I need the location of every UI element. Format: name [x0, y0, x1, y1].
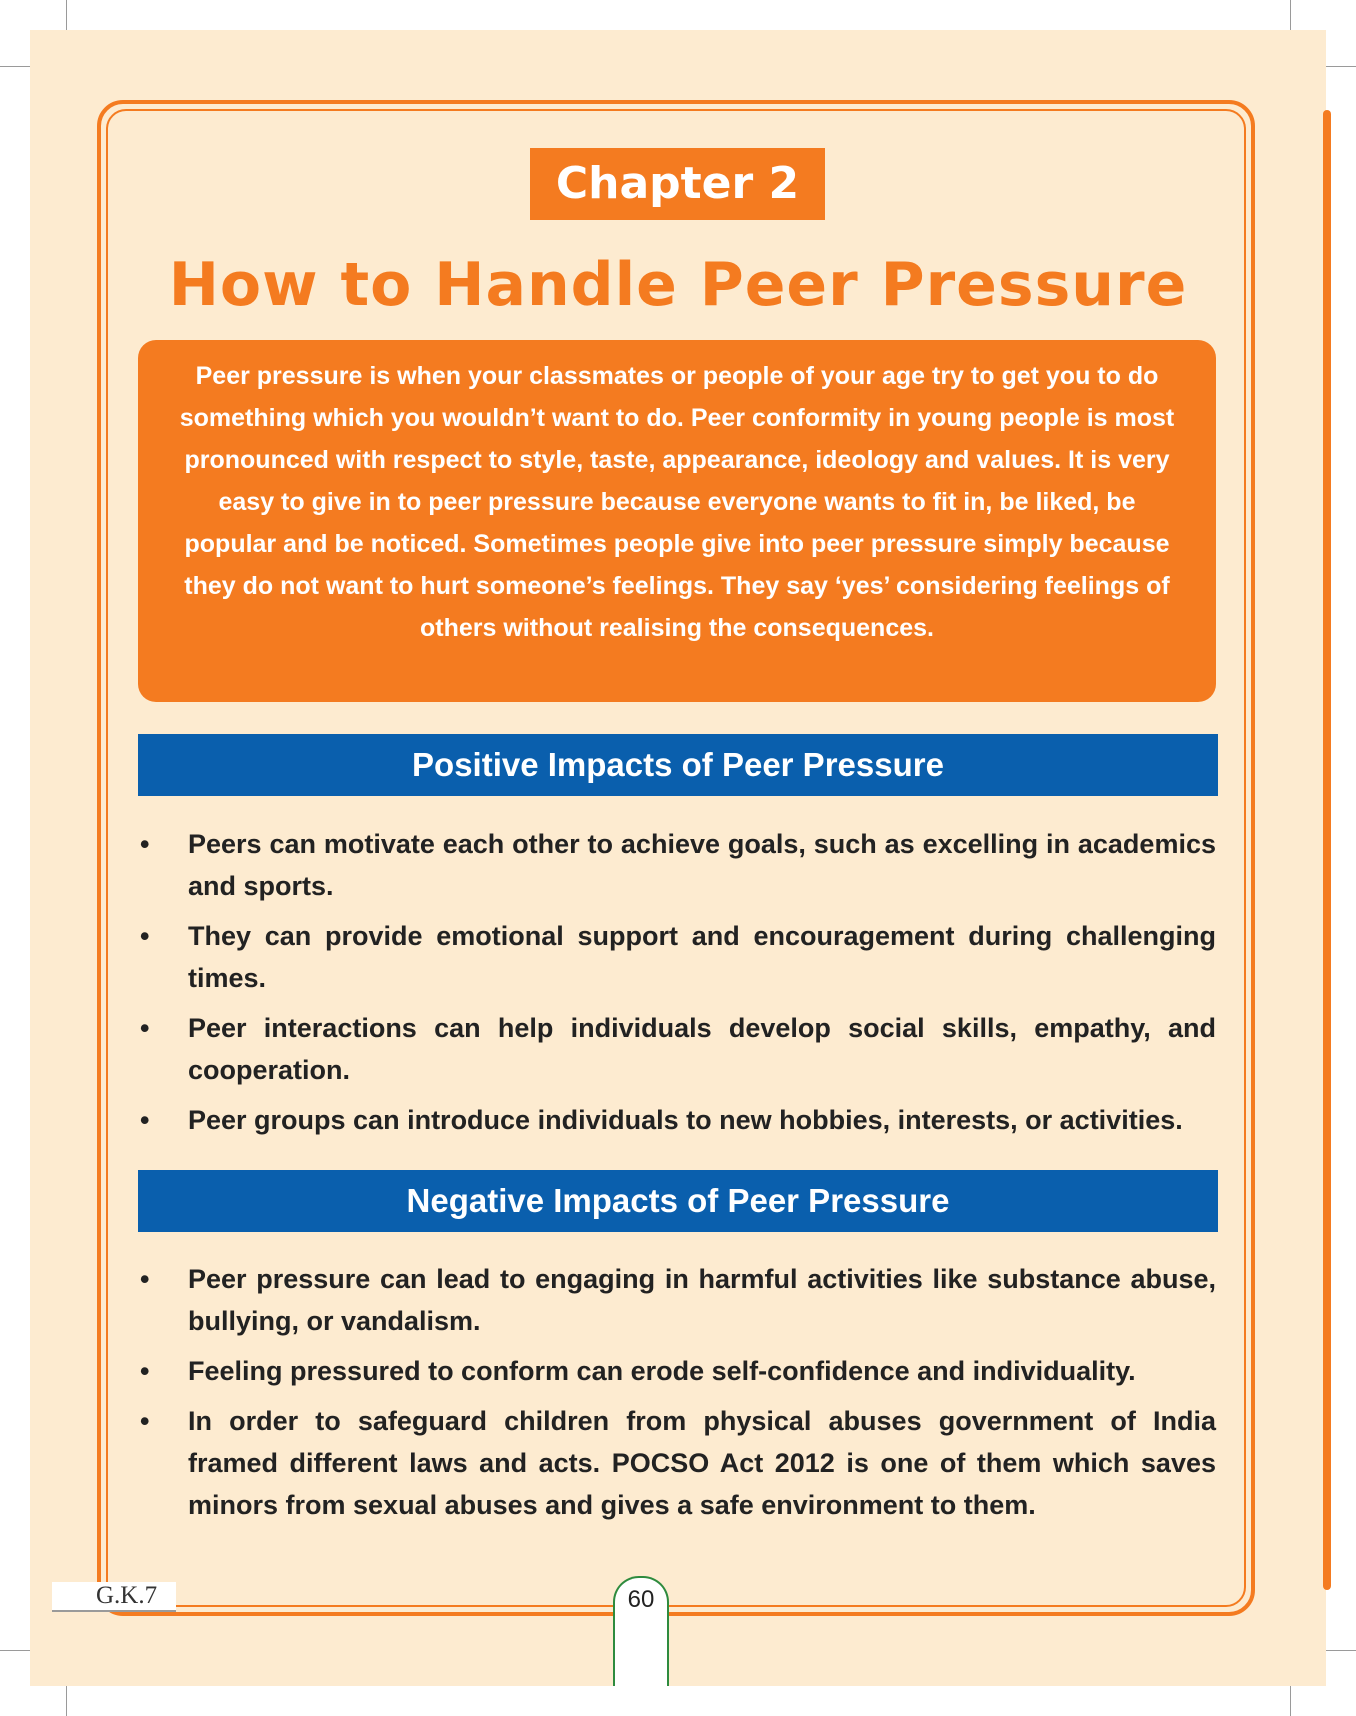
positive-impacts-list [138, 823, 1216, 1149]
list-item: • They can provide emotional support and encouragement during challenging times. [138, 915, 1216, 999]
list-item: • Peer groups can introduce individuals to new hobbies, interests, or activities. [138, 1099, 1216, 1141]
negative-impacts-heading: Negative Impacts of Peer Pressure [138, 1170, 1218, 1232]
crop-mark [1326, 1650, 1356, 1651]
page-title: How to Handle Peer Pressure [168, 250, 1188, 320]
bullet-icon: • [140, 1356, 150, 1386]
list-item: • Peer pressure can lead to engaging in harmful activities like substance abuse, bullying, or vandalism. [138, 1258, 1216, 1342]
positive-impacts-heading: Positive Impacts of Peer Pressure [138, 734, 1218, 796]
crop-mark [1290, 1686, 1291, 1716]
book-code: G.K.7 [52, 1582, 176, 1612]
crop-mark [0, 66, 30, 67]
crop-mark [66, 1686, 67, 1716]
chapter-label: Chapter 2 [530, 148, 825, 220]
bullet-icon: • [140, 1264, 150, 1294]
bullet-icon: • [140, 1406, 150, 1436]
crop-mark [0, 1650, 30, 1651]
negative-impacts-list [138, 1258, 1216, 1534]
bullet-icon: • [140, 1013, 150, 1043]
crop-mark [66, 0, 67, 30]
page-number: 60 [627, 1586, 655, 1613]
side-tab [1323, 110, 1331, 1590]
bullet-icon: • [140, 1105, 150, 1135]
list-item: • Peers can motivate each other to achieve goals, such as excelling in academics and sports. [138, 823, 1216, 907]
crop-mark [1290, 0, 1291, 30]
bullet-icon: • [140, 921, 150, 951]
crop-mark [1326, 66, 1356, 67]
list-item: • Feeling pressured to conform can erode self-confidence and individuality. [138, 1350, 1216, 1392]
bullet-icon: • [140, 829, 150, 859]
list-item: • In order to safeguard children from physical abuses government of India framed different laws and acts. POCSO Act 2012 is one of them which saves minors from sexual abuses and gives a safe environment to them. [138, 1400, 1216, 1526]
intro-box [138, 340, 1216, 702]
list-item: • Peer interactions can help individuals develop social skills, empathy, and cooperation. [138, 1007, 1216, 1091]
intro-text: Peer pressure is when your classmates or people of your age try to get you to do something which you wouldn’t want to do. Peer conformity in young people is most pronounced with respect to style, taste, appearance, ideology and values. It is very easy to give in to peer pressure because everyone wants to fit in, be liked, be popular and be noticed. Sometimes people give into peer pressure simply because they do not want to hurt someone’s feelings. They say ‘yes’ considering feelings of others without realising the consequences. [179, 362, 1175, 642]
